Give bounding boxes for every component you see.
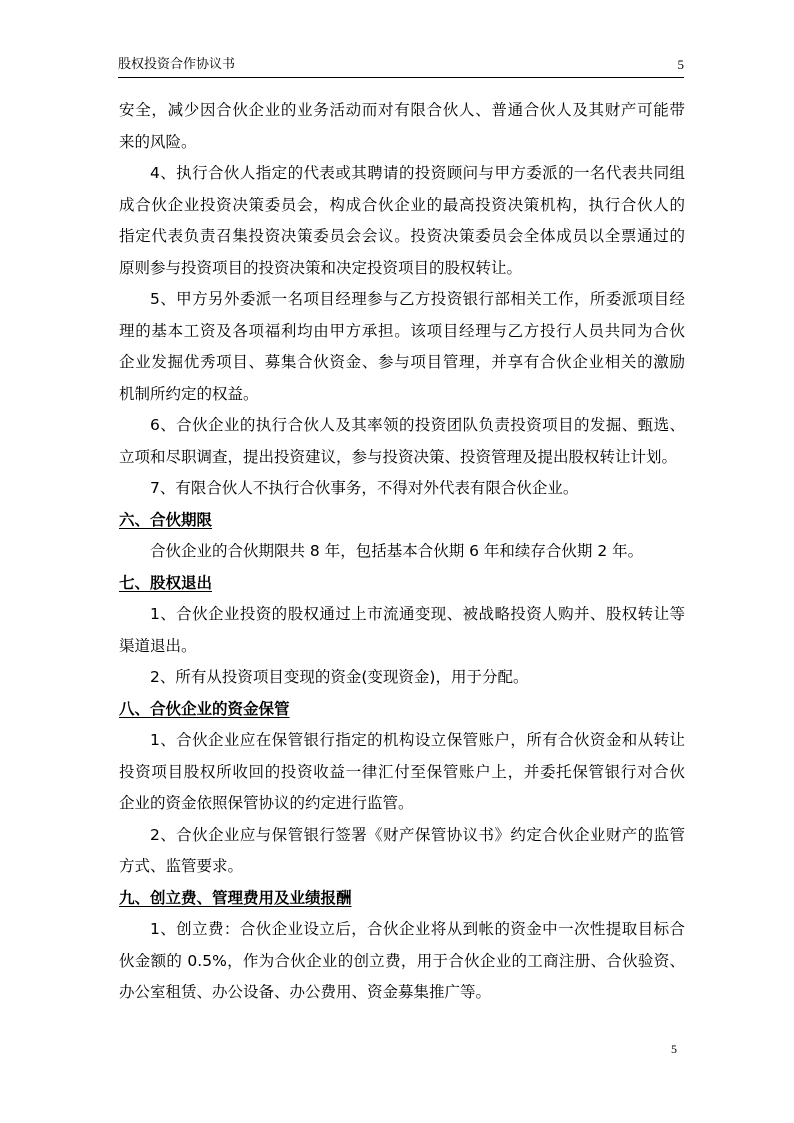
paragraph [119,284,685,410]
text-line: 1、合伙企业投资的股权通过上市流通变现、被战略投资人购并、股权转让等 [150,605,685,623]
document-body [119,95,685,1009]
text-line: 1、合伙企业应在保管银行指定的机构设立保管账户，所有合伙资金和从转让 [150,731,685,749]
paragraph [119,820,685,883]
text-line: 机制所约定的权益。 [119,384,259,403]
paragraph [119,158,685,284]
text-line: 伙金额的 0.5%，作为合伙企业的创立费，用于合伙企业的工商注册、合伙验资、 [119,951,685,970]
text-line: 企业发掘优秀项目、募集合伙资金、参与项目管理，并享有合伙企业相关的激励 [119,353,685,371]
text-line: 2、合伙企业应与保管银行签署《财产保管协议书》约定合伙企业财产的监管 [150,825,685,844]
paragraph [119,410,685,473]
text-line: 理的基本工资及各项福利均由甲方承担。该项目经理与乙方投行人员共同为合伙 [119,321,685,340]
text-line: 来的风险。 [119,132,197,151]
paragraph [119,473,685,505]
text-line: 7、有限合伙人不执行合伙事务，不得对外代表有限合伙企业。 [150,479,579,497]
paragraph [119,662,685,694]
footer-page-number: 5 [671,1042,677,1056]
paragraph [119,725,685,820]
text-line: 5、甲方另外委派一名项目经理参与乙方投资银行部相关工作，所委派项目经 [150,290,685,308]
header-title: 股权投资合作协议书 [118,57,236,72]
section-heading: 七、股权退出 [119,573,213,592]
header-page-number: 5 [677,57,684,72]
text-line: 2、所有从投资项目变现的资金(变现资金)，用于分配。 [150,668,529,686]
page-header [118,55,684,78]
text-line: 成合伙企业投资决策委员会，构成合伙企业的最高投资决策机构，执行合伙人的 [119,195,685,214]
text-line: 立项和尽职调查，提出投资建议，参与投资决策、投资管理及提出股权转让计划。 [119,447,678,466]
text-line: 6、合伙企业的执行合伙人及其率领的投资团队负责投资项目的发掘、甄选、 [150,416,685,434]
section-heading: 八、合伙企业的资金保管 [119,699,290,718]
text-line: 原则参与投资项目的投资决策和决定投资项目的股权转让。 [119,258,523,277]
paragraph [119,536,685,568]
text-line: 指定代表负责召集投资决策委员会会议。投资决策委员会全体成员以全票通过的 [119,227,685,245]
text-line: 办公室租赁、办公设备、办公费用、资金募集推广等。 [119,983,492,1001]
section-heading: 六、合伙期限 [119,510,213,529]
text-line: 1、创立费：合伙企业设立后，合伙企业将从到帐的资金中一次性提取目标合 [150,920,685,938]
text-line: 合伙企业的合伙期限共 8 年，包括基本合伙期 6 年和续存合伙期 2 年。 [150,542,644,560]
paragraph [119,599,685,662]
text-line: 4、执行合伙人指定的代表或其聘请的投资顾问与甲方委派的一名代表共同组 [150,164,685,182]
text-line: 企业的资金依照保管协议的约定进行监管。 [119,794,414,812]
text-line: 渠道退出。 [119,636,197,655]
text-line: 安全，减少因合伙企业的业务活动而对有限合伙人、普通合伙人及其财产可能带 [119,101,685,119]
section-heading: 九、创立费、管理费用及业绩报酬 [119,888,352,907]
text-line: 方式、监管要求。 [119,857,244,875]
text-line: 投资项目股权所收回的投资收益一律汇付至保管账户上，并委托保管银行对合伙 [119,762,685,781]
paragraph [119,95,685,158]
paragraph [119,914,685,1009]
